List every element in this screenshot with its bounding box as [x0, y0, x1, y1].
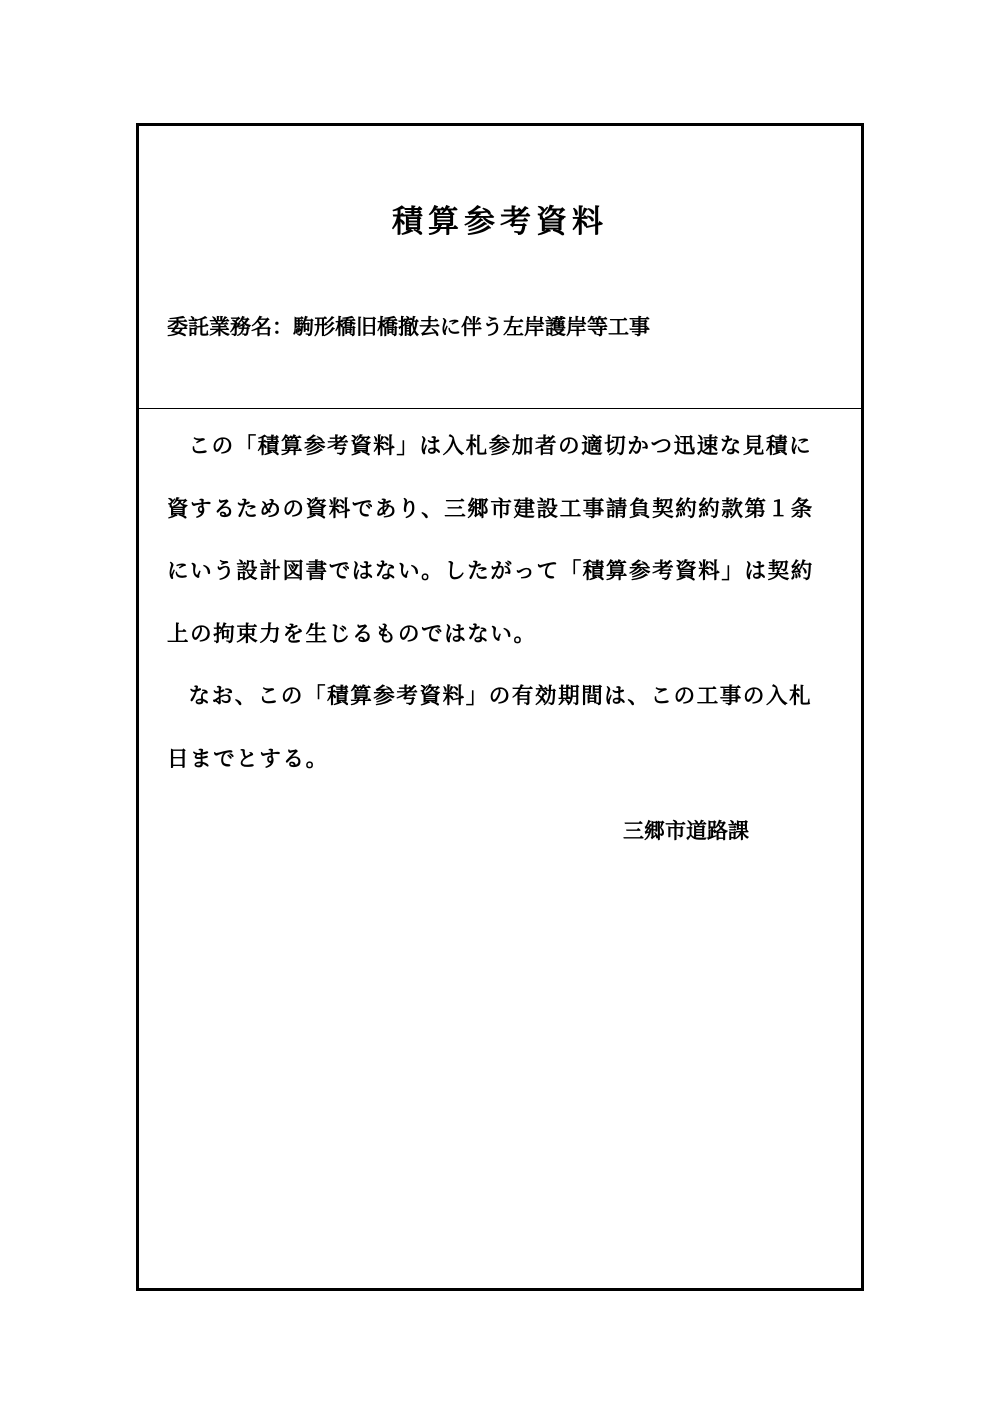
disclaimer-paragraph: この「積算参考資料」は入札参加者の適切かつ迅速な見積に資するための資料であり、三郷市建設工事請負契約約款第１条にいう設計図書ではない。したがって「積算参考資料」は契約上の拘束力を生じるものではない。 [167, 434, 814, 647]
document-body [167, 416, 831, 791]
issuer-signature: 三郷市道路課 [623, 819, 749, 843]
document-header [139, 126, 861, 409]
project-name-line: 委託業務名：駒形橋旧橋撤去に伴う左岸護岸等工事 [167, 315, 650, 339]
validity-paragraph: なお、この「積算参考資料」の有効期間は、この工事の入札日までとする。 [167, 684, 813, 772]
document-title: 積算参考資料 [392, 204, 608, 240]
document-frame [136, 123, 864, 1291]
